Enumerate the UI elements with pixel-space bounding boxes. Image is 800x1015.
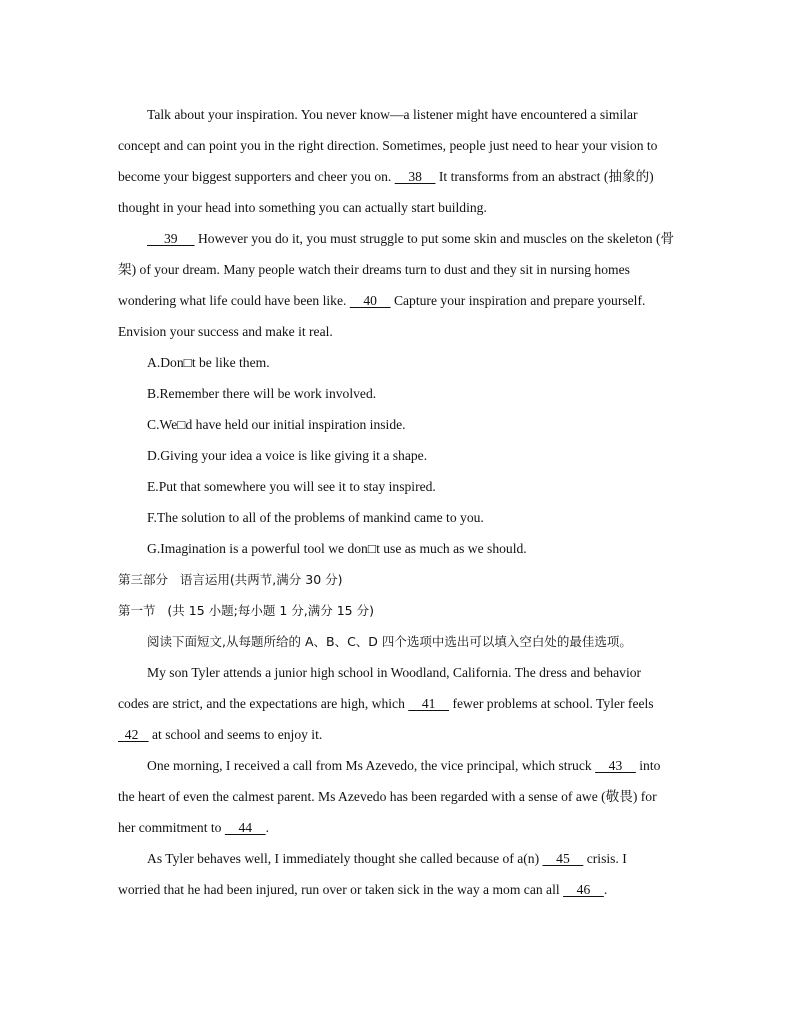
text: become your biggest supporters and cheer you on. xyxy=(118,169,392,184)
passage-line xyxy=(118,820,269,836)
text: into xyxy=(635,758,661,773)
text: As Tyler behaves well, I immediately thought she called because of a(n) xyxy=(147,851,540,866)
instruction xyxy=(147,634,632,650)
passage-line xyxy=(147,851,627,867)
text: crisis. I xyxy=(583,851,627,866)
text: E.Put that somewhere you will see it to stay inspired. xyxy=(147,479,436,494)
passage-line xyxy=(147,231,674,247)
passage-line xyxy=(118,200,487,216)
section-heading-sec1 xyxy=(118,603,374,619)
blank-41: 41 xyxy=(408,696,450,711)
text: It transforms from an abstract (抽象的) xyxy=(435,169,654,184)
text: . xyxy=(265,820,270,835)
text: thought in your head into something you can actually start building. xyxy=(118,200,487,215)
option-a xyxy=(147,355,270,371)
text: Capture your inspiration and prepare yourself. xyxy=(390,293,646,308)
blank-39: 39 xyxy=(147,231,195,246)
text: F.The solution to all of the problems of mankind came to you. xyxy=(147,510,484,525)
text: However you do it, you must struggle to put some skin and muscles on the skeleton (骨 xyxy=(194,231,675,246)
blank-42: 42 xyxy=(118,727,149,742)
text: C.We□d have held our initial inspiration inside. xyxy=(147,417,406,432)
option-b xyxy=(147,386,376,402)
blank-46: 46 xyxy=(563,882,604,897)
blank-43: 43 xyxy=(595,758,636,773)
text: 第三部分 语言运用(共两节,满分 30 分) xyxy=(118,572,343,587)
text: concept and can point you in the right direction. Sometimes, people just need to hear your vision to xyxy=(118,138,658,153)
text: G.Imagination is a powerful tool we don□t use as much as we should. xyxy=(147,541,527,556)
text: One morning, I received a call from Ms Azevedo, the vice principal, which struck xyxy=(147,758,592,773)
blank-40: 40 xyxy=(349,293,391,308)
text: codes are strict, and the expectations are high, which xyxy=(118,696,405,711)
text: Talk about your inspiration. You never know—a listener might have encountered a similar xyxy=(147,107,638,122)
section-heading-part3 xyxy=(118,572,343,588)
blank-45: 45 xyxy=(542,851,584,866)
text: A.Don□t be like them. xyxy=(147,355,270,370)
passage-line xyxy=(118,262,630,278)
passage-line xyxy=(118,138,657,154)
passage-line xyxy=(118,727,322,743)
option-g xyxy=(147,541,527,557)
text: 第一节 (共 15 小题;每小题 1 分,满分 15 分) xyxy=(118,603,374,618)
passage-line xyxy=(118,696,654,712)
text: her commitment to xyxy=(118,820,222,835)
text: D.Giving your idea a voice is like giving it a shape. xyxy=(147,448,428,463)
passage-line xyxy=(118,882,607,898)
text: 架) of your dream. Many people watch their dreams turn to dust and they sit in nursing homes xyxy=(118,262,630,277)
text: B.Remember there will be work involved. xyxy=(147,386,377,401)
passage-line xyxy=(118,169,654,185)
passage-line xyxy=(118,789,657,805)
text: Envision your success and make it real. xyxy=(118,324,333,339)
passage-line xyxy=(147,107,638,123)
text: worried that he had been injured, run over or taken sick in the way a mom can all xyxy=(118,882,560,897)
text: 阅读下面短文,从每题所给的 A、B、C、D 四个选项中选出可以填入空白处的最佳选项。 xyxy=(147,634,632,649)
option-c xyxy=(147,417,406,433)
text: My son Tyler attends a junior high school in Woodland, California. The dress and behavior xyxy=(147,665,642,680)
text: . xyxy=(603,882,608,897)
passage-line xyxy=(118,324,333,340)
option-f xyxy=(147,510,484,526)
option-e xyxy=(147,479,436,495)
passage-line xyxy=(147,665,641,681)
text: the heart of even the calmest parent. Ms Azevedo has been regarded with a sense of awe (敬畏) for xyxy=(118,789,657,804)
option-d xyxy=(147,448,427,464)
blank-38: 38 xyxy=(394,169,436,184)
text: at school and seems to enjoy it. xyxy=(148,727,323,742)
blank-44: 44 xyxy=(224,820,266,835)
passage-line xyxy=(147,758,660,774)
passage-line xyxy=(118,293,645,309)
text: wondering what life could have been like. xyxy=(118,293,347,308)
text: fewer problems at school. Tyler feels xyxy=(449,696,654,711)
